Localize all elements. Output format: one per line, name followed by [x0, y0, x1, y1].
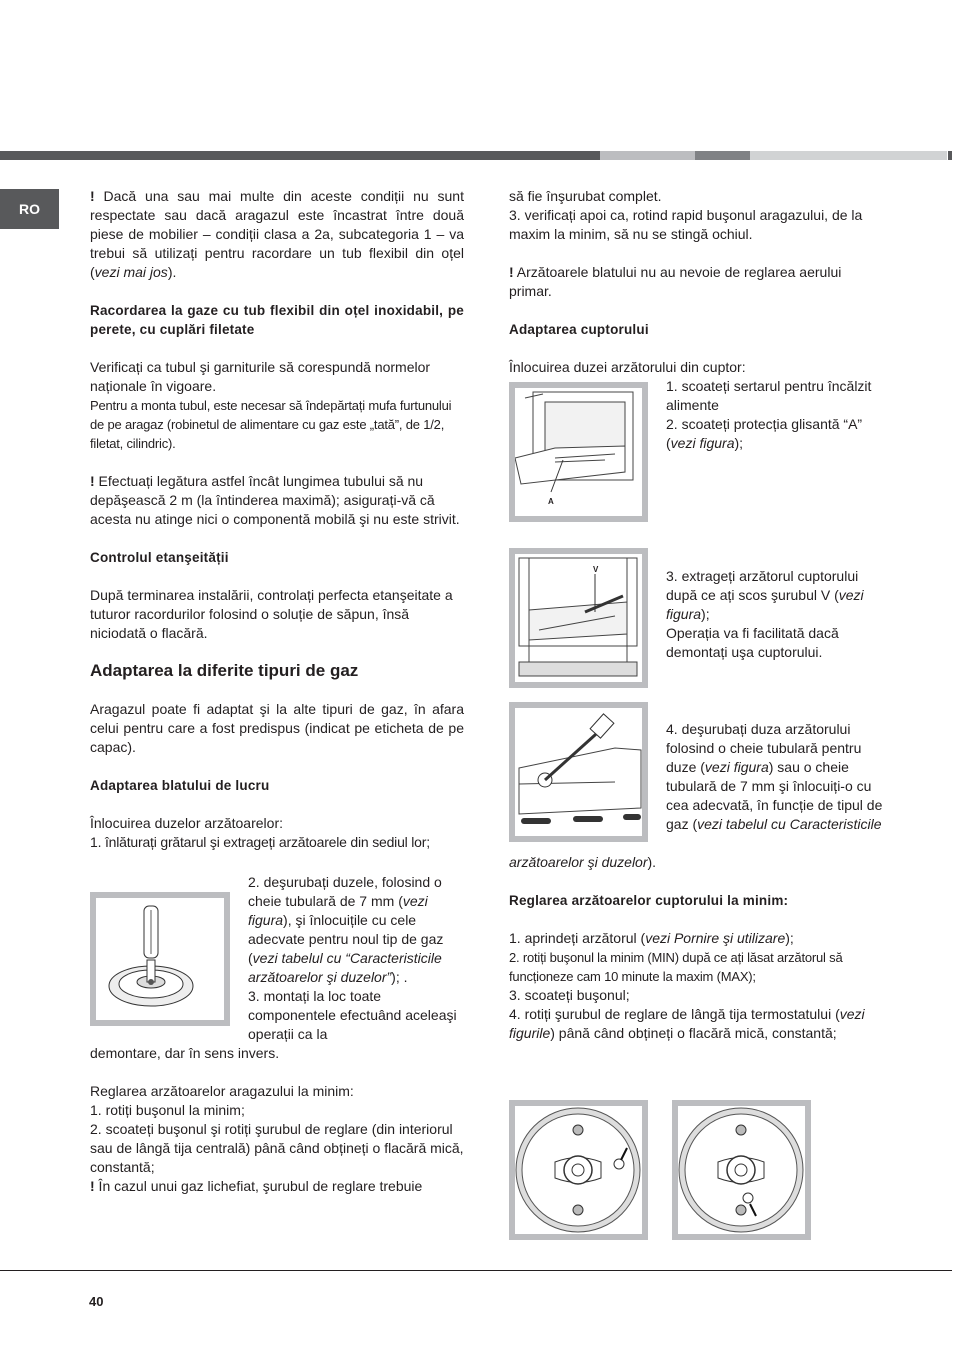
oven-step-3-note: Operația va fi facilitată dacă demontați uşa cuptorului. — [666, 625, 839, 660]
oven-min-step-2: 2. rotiți buşonul la minim (MIN) după ce ați lăsat arzătorul să funcționeze cam 10 minute la maxim (MAX); — [509, 950, 843, 984]
figure-thermostat-knob-2 — [672, 1100, 811, 1240]
burner-nozzle-illustration — [96, 898, 224, 1020]
step-3-end: demontare, dar în sens invers. — [90, 1045, 280, 1061]
oven-step-3: 3. extrageți arzătorul cuptorului după ce ați scos şurubul V (vezi figura); Operația va fi facilitată dacă demontați uşa cuptorului. — [666, 567, 886, 662]
paragraph-warning-gpl: ! În cazul unui gaz lichefiat, şurubul de reglare trebuie — [90, 1178, 423, 1194]
heading-racordarea: Racordarea la gaze cu tub flexibil din oțel inoxidabil, pe perete, cu cuplări filetate — [90, 303, 464, 337]
figure-label-v: V — [593, 565, 599, 574]
figure-label-a: A — [548, 497, 554, 506]
oven-step-4-end: arzătoarelor şi duzelor). — [509, 854, 657, 870]
heading-control-etanseitate: Controlul etanşeității — [90, 550, 229, 565]
oven-step-2: 2. scoateți protecția glisantă “A” (vezi figura); — [666, 416, 863, 451]
footer-rule — [0, 1270, 952, 1271]
oven-steps-1-2 — [666, 377, 886, 453]
step-3-verificare: 3. verificați apoi ca, rotind rapid buşonul aragazului, de la maxim la minim, să nu se stingă ochiul. — [509, 207, 863, 242]
figure-burner-nozzle — [90, 892, 230, 1026]
language-tab: RO — [0, 189, 59, 229]
paragraph-insurubat: să fie înşurubat complet. — [509, 188, 662, 204]
step-3-blat: 3. montați la loc toate componentele efectuând aceleaşi operații ca la — [248, 988, 457, 1042]
oven-step-1: 1. scoateți sertarul pentru încălzit alimente — [666, 378, 872, 413]
paragraph-warning-aer: ! Arzătoarele blatului nu au nevoie de reglarea aerului primar. — [509, 264, 842, 299]
right-column — [509, 187, 885, 377]
paragraph-warning-conditions: ! Dacă una sau mai multe din aceste condiții nu sunt respectate sau dacă aragazul este încastrat între două piese de mobilier – condiții clasa a 2a, subcategoria 1 – va trebui să utilizați pentru racordare un tub flexibil din oțel (vezi mai jos). — [90, 188, 464, 280]
paragraph-inlocuirea-duzelor: Înlocuirea duzelor arzătoarelor: — [90, 815, 283, 831]
oven-min-step-3: 3. scoateți buşonul; — [509, 987, 630, 1003]
header-color-bar — [0, 151, 954, 160]
oven-min-step-1: 1. aprindeți arzătorul (vezi Pornire şi utilizare); — [509, 930, 794, 946]
paragraph-control: După terminarea instalării, controlați perfecta etanşeitate a tuturor racordurilor folosind o soluție de săpun, însă niciodată o flacără. — [90, 587, 453, 641]
left-column — [90, 187, 464, 852]
heading-reglarea-cuptor: Reglarea arzătoarelor cuptorului la minim: — [509, 893, 789, 908]
paragraph-reglare-minim: Reglarea arzătoarelor aragazului la minim: — [90, 1083, 354, 1099]
paragraph-inlocuirea-duzei: Înlocuirea duzei arzătorului din cuptor: — [509, 359, 746, 375]
figure-oven-nozzle-wrench — [509, 702, 648, 842]
step-2-blat: 2. deşurubați duzele, folosind o cheie tubulară de 7 mm (vezi figura), şi înlocuițile cu cele adecvate pentru noul tip de gaz (vezi tabelul cu “Caracteristicile arzătoarelor şi duzelor”); . 3. montați la loc toate componentele efectuând aceleaşi operații ca la — [248, 873, 464, 1044]
paragraph-verificati: Verificați ca tubul şi garniturile să corespundă normelor naționale în vigoare. — [90, 359, 431, 394]
heading-adaptarea-cuptorului: Adaptarea cuptorului — [509, 322, 649, 337]
oven-nozzle-wrench-illustration — [515, 708, 642, 836]
paragraph-warning-lungime: ! Efectuați legătura astfel încât lungimea tubului să nu depăşească 2 m (la întinderea maximă); asigurați-vă că acesta nu atinge nici o componentă mobilă şi nu este strivit. — [90, 473, 460, 527]
figure-oven-drawer — [509, 382, 648, 522]
step-1-reglare: 1. rotiți buşonul la minim; — [90, 1102, 245, 1118]
right-column-bottom — [509, 891, 885, 1043]
figure-thermostat-knob-1 — [509, 1100, 648, 1240]
heading-adaptarea-blatului: Adaptarea blatului de lucru — [90, 778, 270, 793]
heading-adaptarea-gaz: Adaptarea la diferite tipuri de gaz — [90, 661, 359, 680]
oven-burner-screw-illustration — [515, 554, 642, 682]
thermostat-knob-illustration-1 — [515, 1106, 642, 1234]
oven-drawer-illustration — [515, 388, 642, 516]
left-column-bottom — [90, 1044, 464, 1196]
page-number: 40 — [89, 1294, 104, 1309]
paragraph-adaptare-intro: Aragazul poate fi adaptat şi la alte tipuri de gaz, în afara celui pentru care a fost predispus (indicat pe eticheta de pe capac). — [90, 701, 464, 755]
thermostat-knob-illustration-2 — [678, 1106, 805, 1234]
figure-oven-burner-screw — [509, 548, 648, 688]
paragraph-montare-tub: Pentru a monta tubul, este necesar să îndepărtați mufa furtunului de pe aragaz (robinetul de alimentare cu gaz este „tată”, de 1/2, filetat, cilindric). — [90, 398, 452, 451]
oven-min-step-4: 4. rotiți şurubul de reglare de lângă tija termostatului (vezi figurile) până când obțineți o flacără mică, constantă; — [509, 1006, 865, 1041]
step-2-reglare: 2. scoateți buşonul şi rotiți şurubul de reglare (din interiorul sau de lângă tija centrală) până când obțineți o flacără mică, constantă; — [90, 1121, 464, 1175]
step-1-blat: 1. înlăturați grătarul şi extrageți arzătoarele din sediul lor; — [90, 834, 430, 850]
oven-step-4: 4. deşurubați duza arzătorului folosind o cheie tubulară pentru duze (vezi figura) sau o cheie tubulară de 7 mm şi înlocuiți-o cu cea adecvată, în funcție de tipul de gaz (vezi tabelul cu Caracteristicile — [666, 721, 883, 832]
